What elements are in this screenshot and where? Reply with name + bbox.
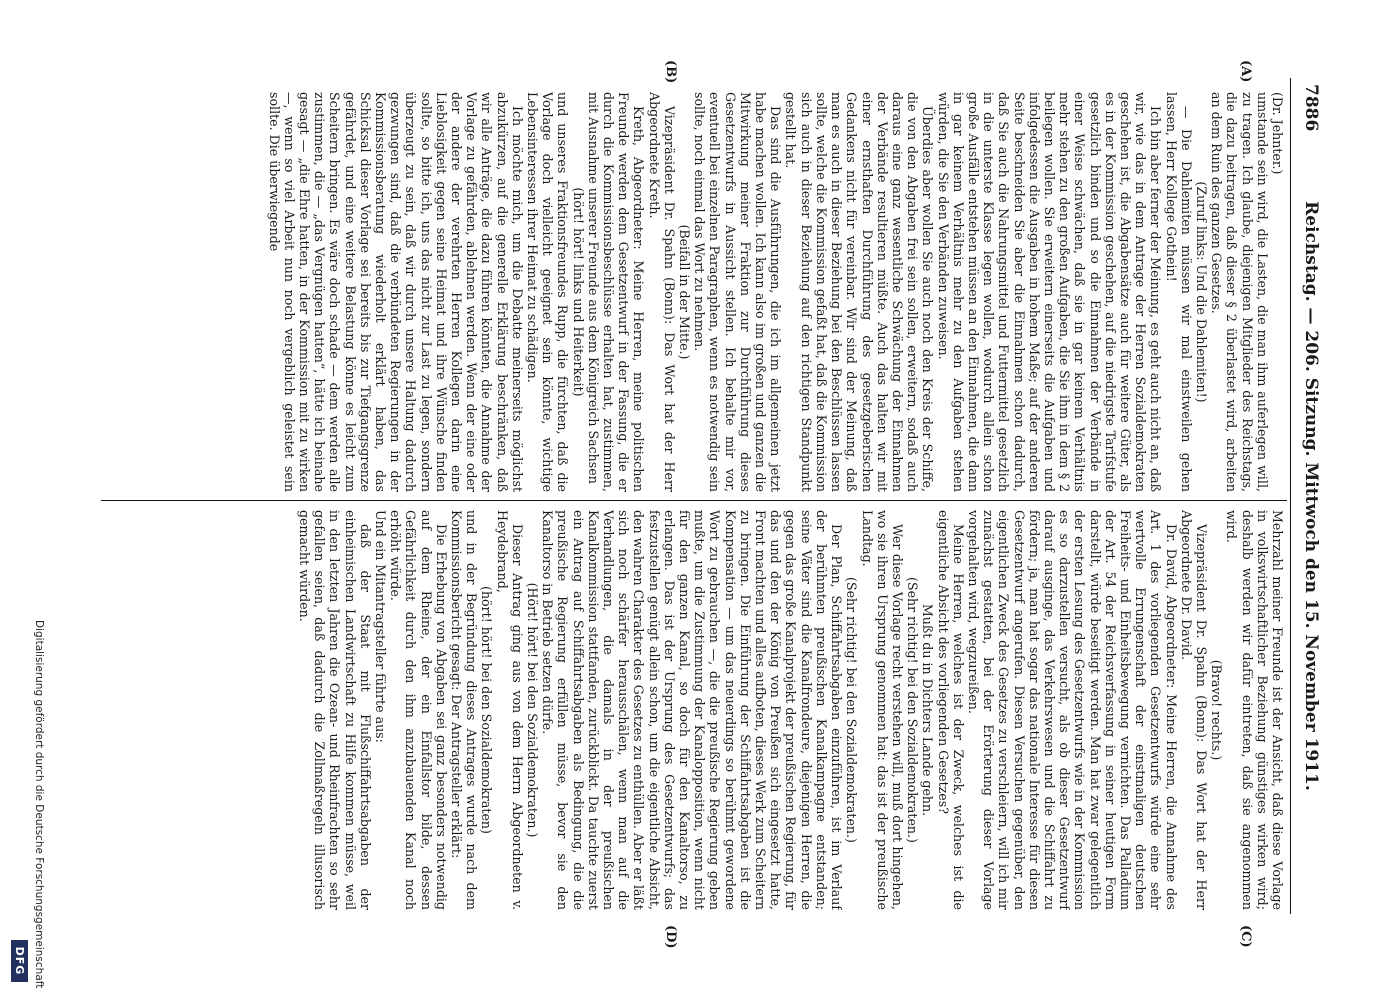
interjection: (Bravo! rechts.) xyxy=(1209,659,1225,761)
column-divider xyxy=(101,500,1287,501)
column-paragraph: (Dr. Jehnter.) xyxy=(1270,92,1285,175)
column-paragraph: Kreth, Abgeordneter: Meine Herren, meine politischen Freunde werden dem Gesetzentwurf in der Fassung, die er durch die Kommissionsbeschlüsse erhalten hat, zustimmen, mit Ausnahme unserer Freunde aus dem Königreich Sachsen xyxy=(585,92,647,492)
interjection: (Beifall in der Mitte.) xyxy=(677,224,693,360)
column-paragraph: Dieser Antrag ging aus von dem Herrn Abgeordneten v. Heydebrand, xyxy=(494,510,525,910)
quotation: Mußt du in Dichters Lande gehn. xyxy=(920,603,936,817)
column-paragraph: und unseres Fraktionsfreundes Rupp, die fürchten, daß die Vorlage doch vielleicht geeignet sein könnte, wichtige Lebensinteressen ihrer Heimat zu schädigen. xyxy=(525,92,571,492)
margin-marker-b: (B) xyxy=(663,60,678,84)
column-paragraph: Das sind die Ausführungen, die ich im allgemeinen jetzt habe machen wollen. Ich kann also im großen und ganzen die Mitwirkung meiner Fraktion zur Durchführung dieses Gesetzentwurfs in Aussicht stellen. Ich behalte mir vor, eventuell bei einzelnen Paragraphen, wenn es notwendig sein sollte, noch einmal das Wort zu nehmen. xyxy=(692,92,784,492)
digitization-note: Digitalisierung gefördert durch die Deutsche Forschungsgemeinschaft xyxy=(33,620,45,989)
margin-marker-d: (D) xyxy=(663,925,678,949)
quotation: daß der Staat mit Flußschiffahrtsabgaben der einheimischen Landwirtschaft zu Hilfe kommen müsse, weil in den letzten Jahren die Ozean- und Rheinfrachten so sehr gefallen seien, daß dadurch die Zollmaßregeln illusorisch gemacht würden. xyxy=(297,510,373,910)
interjection: (Zuruf links: Und die Dahlemiten!) xyxy=(1193,181,1209,403)
column-paragraph: Meine Herren, welches ist der Zweck, welches ist die eigentliche Absicht des vorliegenden Gesetzes? xyxy=(935,510,966,910)
speaker-intro: Vizepräsident Dr. Spahn (Bonn): Das Wort hat der Herr Abgeordnete Dr. David. xyxy=(1178,510,1209,910)
margin-marker-c: (C) xyxy=(1238,925,1253,948)
header-rule xyxy=(1290,78,1291,914)
margin-marker-a: (A) xyxy=(1238,60,1253,83)
page-header xyxy=(1295,84,1325,908)
column-paragraph: Überdies aber wollen Sie auch noch den Kreis der Schiffe, die von den Abgaben frei sein sollen, erweitern, sodaß auch daraus eine ganz wesentliche Schwächung der Einnahmen der Verbände resultieren müßte. Auch das halten wir mit einer ernsthaften Durchführung des gesetzgeberischen Gedankens nicht für vereinbar. Wir sind der Meinung, daß man es auch in dieser Beziehung bei den Beschlüssen lassen sollte, welche die Kommission gefaßt hat, daß die Kommission sich auch in dieser Beziehung auf den richtigen Standpunkt gestellt hat. xyxy=(783,92,936,492)
column-paragraph: — Die Dahlemiten müssen wir mal einstweilen gehen lassen, Herr Kollege Gothein! xyxy=(1163,92,1194,492)
column-paragraph: Wer diese Vorlage recht verstehen will, muß dort hingehen, wo sie ihren Ursprung genommen hat: das ist der preußische Landtag. xyxy=(859,510,905,910)
column-paragraph: Ich möchte mich, um die Debatte meinerseits möglichst abzukürzen, auf die generelle Erklärung beschränken, daß wir alle Anträge, die dazu führen könnten, die Annahme der Vorlage zu gefährden, ablehnen werden. Wenn der eine oder der andere der verehrten Herren Kollegen darin eine Lieblosigkeit gegen seine Heimat und ihre Wünsche finden sollte, so bitte ich, uns das nicht zur Last zu legen, sondern überzeugt zu sein, daß wir durch unsere Haltung dadurch gezwungen sind, daß die verbündeten Regierungen in der Kommissionsberatung wiederholt erklärt haben, das Schicksal dieser Vorlage sei bereits bis zur Tiefgangsgrenze gefährdet, und eine weitere Belastung könne es leicht zum Scheitern bringen. Es wäre doch schade — dem werden alle zustimmen, die — „das Vergnügen hatten“, hätte ich beinahe gesagt — „die Ehre hatten, in der Kommission mit zu wirken —, wenn so viel Arbeit nun noch vergeblich geleistet sein sollte. Die überwiegende xyxy=(266,92,525,492)
interjection: (hört! hört! bei den Sozialdemokraten) xyxy=(479,586,495,834)
dfg-logo: DFG xyxy=(11,940,28,982)
page-header-title: Reichstag. — 206. Sitzung. Mittwoch den 15. November 1911. xyxy=(1301,201,1321,791)
page-number: 7886 xyxy=(1301,84,1321,132)
interjection: (Sehr richtig! bei den Sozialdemokraten.) xyxy=(844,577,860,843)
column-paragraph: und in der Begründung dieses Antrages wurde nach dem Kommissionsbericht gesagt: Der Antragsteller erklärt: xyxy=(449,510,480,910)
interjection: (hört! hört! links und Heiterkeit) xyxy=(570,187,586,397)
speaker-intro: Vizepräsident Dr. Spahn (Bonn): Das Wort hat der Herr Abgeordnete Kreth. xyxy=(646,92,677,492)
column-paragraph: Mehrzahl meiner Freunde ist der Ansicht, daß diese Vorlage in volkswirtschaftlicher Beziehung günstiges wirken wird; deshalb werden wir dafür eintreten, daß sie angenommen wird. xyxy=(1224,510,1285,910)
column-paragraph: Ich bin aber ferner der Meinung, es geht auch nicht an, daß wir, wie das in dem Antrage der Herren Sozialdemokraten geschehen ist, die Abgabensätze auch für weitere Güter, als es in der Kommission geschehen, auf die niedrigste Tarifstufe gesetzlich binden und so die Einnahmen der Verbände in einer Weise schwächen, daß sie in gar keinem Verhältnis mehr stehen zu den großen Aufgaben, die Sie ihm in dem § 2 beilegen wollen. Sie erweitern einerseits die Aufgaben und infolgedessen die Ausgaben in hohem Maße; auf der anderen Seite beschneiden Sie aber die Einnahmen schon dadurch, daß Sie auch die Nahrungsmittel und Futtermittel gesetzlich in die unterste Klasse legen wollen, wodurch allein schon große Ausfälle entstehen müssen an den Einnahmen, die dann in gar keinem Verhältnis mehr zu den Aufgaben stehen würden, die Sie den Verbänden zuweisen. xyxy=(935,92,1164,492)
interjection: (Sehr richtig! bei den Sozialdemokraten.) xyxy=(905,577,921,843)
left-text-column xyxy=(105,92,1285,492)
column-paragraph: Und ein Mitantragsteller führte aus: xyxy=(373,510,389,743)
quotation: Die Erhebung von Abgaben sei ganz besonders notwendig auf dem Rheine, der ein Einfallstor bilde, dessen Gefährlichkeit durch den ihm anzubauenden Kanal noch erhöht würde. xyxy=(388,510,449,910)
column-paragraph: Der Plan, Schiffahrtsabgaben einzuführen, ist im Verlauf der berühmten preußischen Kanalkampagne entstanden; seine Väter sind die Kanalfrondeure, diejenigen Herren, die gegen das große Kanalprojekt der preußischen Regierung, für das und den der König von Preußen sich eingesetzt hatte, Front machten und alles aufboten, dieses Werk zum Scheitern zu bringen. Die Einführung der Schiffahrtsabgaben ist die Kompensation — um das neuerdings so berühmt gewordene Wort zu gebrauchen —, die die preußische Regierung geben mußte, um die Zustimmung der Kanalopposition, wenn nicht für den ganzen Kanal, so doch für den Kanaltorso, zu erlangen. Das ist der Ursprung des Gesetzentwurfs; das festzustellen genügt allein schon, um die eigentliche Absicht, den wahren Charakter des Gesetzes zu enthüllen. Aber er läßt sich noch schärfer herausschälen, wenn man auf die Verhandlungen, die damals in der preußischen Kanalkommission stattfanden, zurückblickt. Da tauchte zuerst ein Antrag auf Schiffahrtsabgaben als Bedingung, die die preußische Regierung erfüllen müsse, bevor sie den Kanaltorso in Betrieb setzen dürfe. xyxy=(540,510,845,910)
interjection: (Hört! hört! bei den Sozialdemokraten.) xyxy=(525,582,541,838)
right-text-column xyxy=(105,510,1285,910)
column-paragraph: umstande sein wird, die Lasten, die man ihm auferlegen will, zu tragen. Ich glaube, diejenigen Mitglieder des Reichstags, die dazu beitragen, daß dieser § 2 überlastet wird, arbeiten an dem Ruin des ganzen Gesetzes. xyxy=(1209,92,1270,492)
column-paragraph: Dr. David, Abgeordneter: Meine Herren, die Annahme des Art. 1 des vorliegenden Gesetzentwurfs würde eine sehr wertvolle Errungenschaft der einstmaligen deutschen Freiheits- und Einheitsbewegung vernichten. Das Palladium der Art. 54 der Reichsverfassung in seiner heutigen Form darstellt, würde beseitigt werden. Man hat zwar gelegentlich der ersten Lesung des Gesetzentwurfs wie in der Kommission es so darzustellen versucht, als ob dieser Gesetzentwurf darauf ausginge, das Verkehrswesen und die Schiffahrt zu fördern; ja, man hat sogar das nationale Interesse für diesen Gesetzentwurf angerufen. Diesen Versuchen gegenüber, den eigentlichen Zweck des Gesetzes zu verschleiern, will ich mir zunächst gestatten, bei der Erörterung dieser Vorlage vorgehalten wird, wegzureißen. xyxy=(965,510,1179,910)
